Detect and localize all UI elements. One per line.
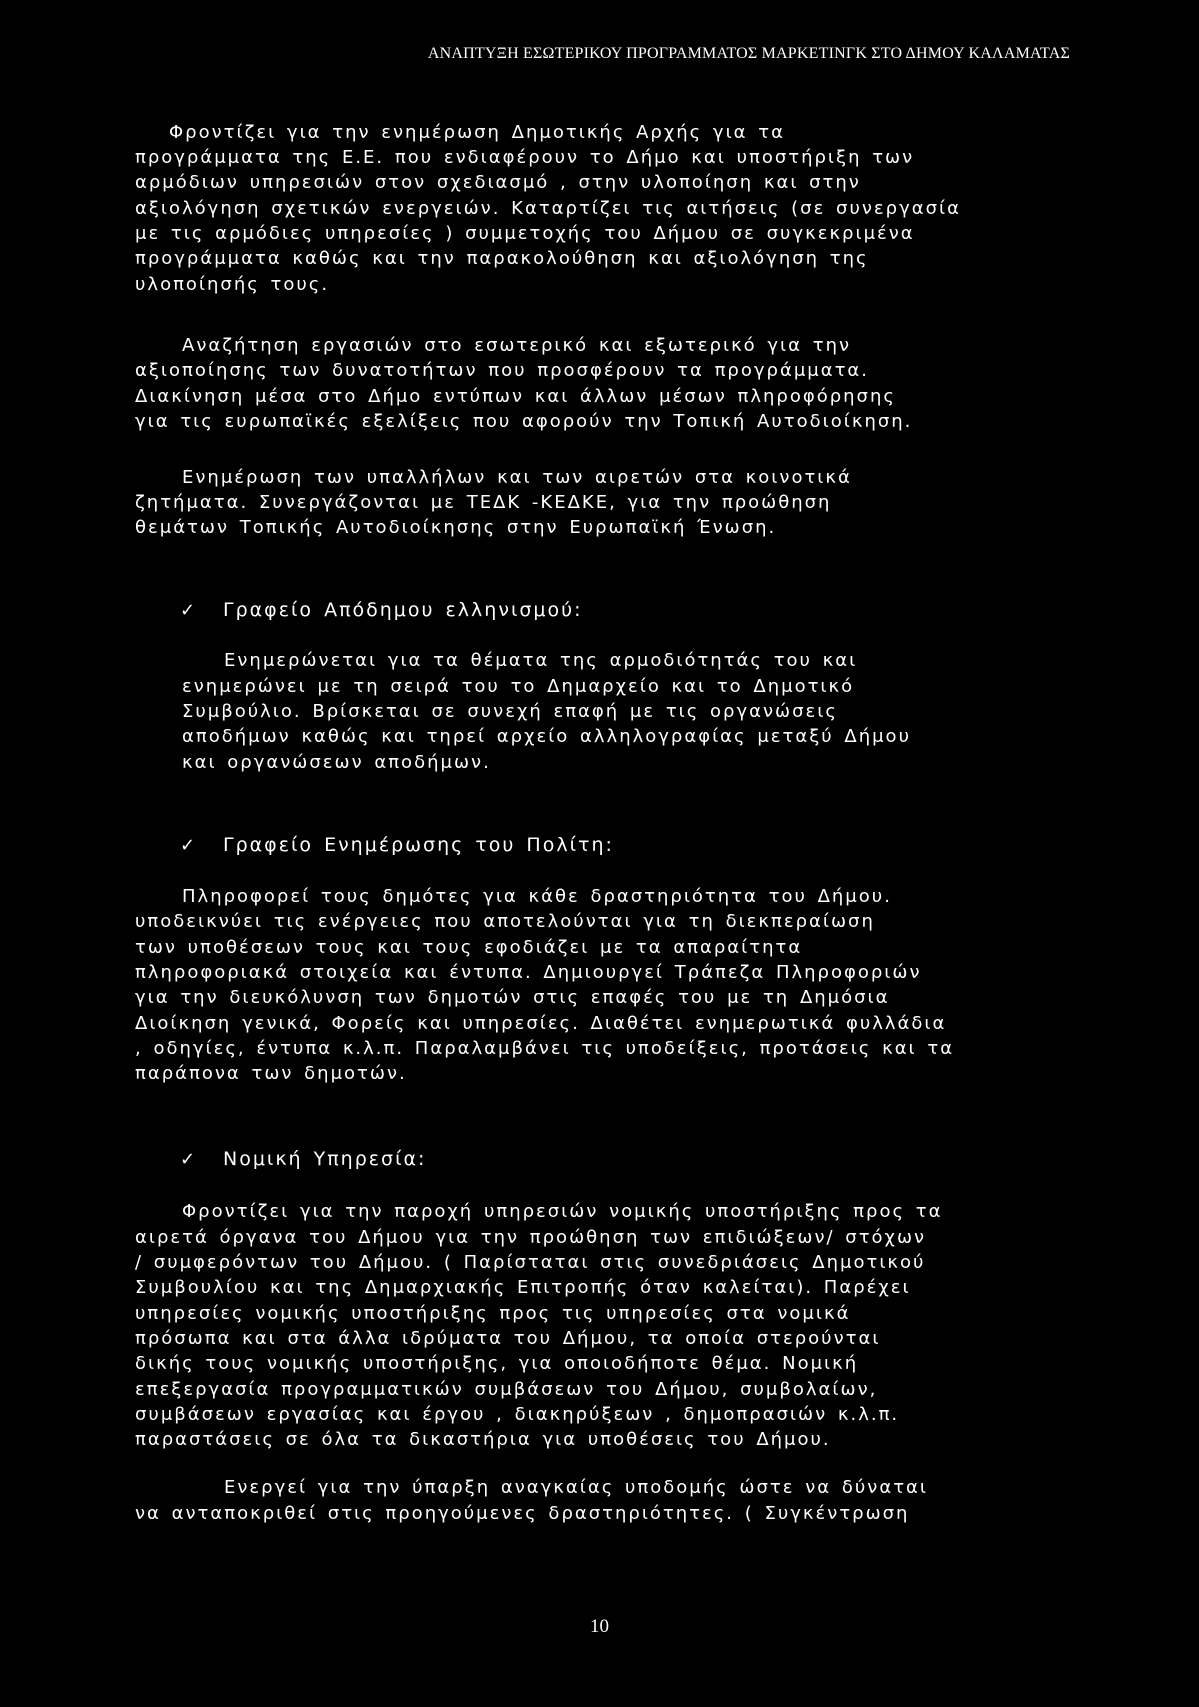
paragraph-line: θεμάτων Τοπικής Αυτοδιοίκησης στην Ευρωπαϊκή Ένωση. (135, 517, 777, 538)
paragraph-line: Φροντίζει για την ενημέρωση Δημοτικής Αρχής για τα (169, 122, 785, 143)
paragraph-line: υλοποίησής τους. (135, 274, 330, 295)
paragraph-line: προγράμματα καθώς και την παρακολούθηση και αξιολόγηση της (135, 248, 869, 269)
section-heading-legal: Νομική Υπηρεσία: (223, 1148, 427, 1170)
paragraph-line: ενημερώνει με τη σειρά του το Δημαρχείο και το Δημοτικό (182, 676, 855, 697)
paragraph-line: Φροντίζει για την παροχή υπηρεσιών νομικής υποστήριξης προς τα (182, 1201, 943, 1222)
paragraph-line: Αναζήτηση εργασιών στο εσωτερικό και εξωτερικό για την (182, 335, 852, 356)
paragraph-line: πληροφοριακά στοιχεία και έντυπα. Δημιουργεί Τράπεζα Πληροφοριών (135, 962, 922, 983)
paragraph-line: Ενεργεί για την ύπαρξη αναγκαίας υποδομής ώστε να δύναται (224, 1477, 928, 1498)
paragraph-line: , οδηγίες, έντυπα κ.λ.π. Παραλαμβάνει τις υποδείξεις, προτάσεις και τα (135, 1038, 955, 1059)
paragraph-line: παράπονα των δημοτών. (135, 1063, 407, 1084)
paragraph-line: συμβάσεων εργασίας και έργου , διακηρύξεων , δημοπρασιών κ.λ.π. (135, 1404, 900, 1425)
paragraph-line: Διοίκηση γενικά, Φορείς και υπηρεσίες. Διαθέτει ενημερωτικά φυλλάδια (135, 1013, 947, 1034)
paragraph-line: Ενημέρωση των υπαλλήλων και των αιρετών στα κοινοτικά (182, 467, 852, 488)
paragraph-line: προγράμματα της Ε.Ε. που ενδιαφέρουν το Δήμο και υποστήριξη των (135, 147, 915, 168)
paragraph-line: Συμβούλιο. Βρίσκεται σε συνεχή επαφή με τις οργανώσεις (182, 701, 838, 722)
paragraph-line: υπηρεσίες νομικής υποστήριξης προς τις υπηρεσίες στα νομικά (135, 1303, 851, 1324)
checkmark-icon: ✓ (180, 1149, 196, 1170)
paragraph-line: των υποθέσεων τους και τους εφοδιάζει με τα απαραίτητα (135, 937, 803, 958)
paragraph-line: αξιολόγηση σχετικών ενεργειών. Καταρτίζει τις αιτήσεις (σε συνεργασία (135, 198, 961, 219)
paragraph-line: με τις αρμόδιες υπηρεσίες ) συμμετοχής του Δήμου σε συγκεκριμένα (135, 223, 915, 244)
paragraph-line: αξιοποίησης των δυνατοτήτων που προσφέρουν τα προγράμματα. (135, 360, 870, 381)
paragraph-line: ζητήματα. Συνεργάζονται με ΤΕΔΚ -ΚΕΔΚΕ, για την προώθηση (135, 492, 832, 513)
running-header: ΑΝΑΠΤΥΞΗ ΕΣΩΤΕΡΙΚΟΥ ΠΡΟΓΡΑΜΜΑΤΟΣ ΜΑΡΚΕΤΙΝΓΚ ΣΤΟ ΔΗΜΟΥ ΚΑΛΑΜΑΤΑΣ (427, 45, 1070, 62)
paragraph-line: Συμβουλίου και της Δημαρχιακής Επιτροπής όταν καλείται). Παρέχει (135, 1277, 911, 1298)
paragraph-line: αποδήμων καθώς και τηρεί αρχείο αλληλογραφίας μεταξύ Δήμου (182, 726, 911, 747)
checkmark-icon: ✓ (180, 600, 196, 621)
paragraph-line: πρόσωπα και στα άλλα ιδρύματα του Δήμου, τα οποία στερούνται (135, 1328, 881, 1349)
paragraph-line: για τις ευρωπαϊκές εξελίξεις που αφορούν την Τοπική Αυτοδιοίκηση. (135, 411, 913, 432)
paragraph-line: υποδεικνύει τις ενέργειες που αποτελούνται για τη διεκπεραίωση (135, 911, 875, 932)
paragraph-line: και οργανώσεων αποδήμων. (182, 752, 491, 773)
paragraph-line: Διακίνηση μέσα στο Δήμο εντύπων και άλλων μέσων πληροφόρησης (135, 386, 896, 407)
paragraph-line: / συμφερόντων του Δήμου. ( Παρίσταται στις συνεδριάσεις Δημοτικού (135, 1252, 926, 1273)
paragraph-line: επεξεργασία προγραμματικών συμβάσεων του Δήμου, συμβολαίων, (135, 1379, 878, 1400)
section-heading-citizen: Γραφείο Ενημέρωσης του Πολίτη: (223, 834, 614, 856)
paragraph-line: Πληροφορεί τους δημότες για κάθε δραστηριότητα του Δήμου. (182, 886, 892, 907)
paragraph-line: αρμόδιων υπηρεσιών στον σχεδιασμό , στην υλοποίηση και στην (135, 172, 861, 193)
checkmark-icon: ✓ (180, 835, 196, 856)
page-number: 10 (590, 1616, 609, 1637)
paragraph-line: Ενημερώνεται για τα θέματα της αρμοδιότητάς του και (224, 650, 858, 671)
paragraph-line: παραστάσεις σε όλα τα δικαστήρια για υποθέσεις του Δήμου. (135, 1429, 831, 1450)
section-heading-expat: Γραφείο Απόδημου ελληνισμού: (223, 599, 583, 621)
paragraph-line: δικής τους νομικής υποστήριξης, για οποιοδήποτε θέμα. Νομική (135, 1353, 859, 1374)
paragraph-line: να ανταποκριθεί στις προηγούμενες δραστηριότητες. ( Συγκέντρωση (135, 1503, 910, 1524)
paragraph-line: αιρετά όργανα του Δήμου για την προώθηση των επιδιώξεων/ στόχων (135, 1227, 927, 1248)
paragraph-line: για την διευκόλυνση των δημοτών στις επαφές του με τη Δημόσια (135, 987, 890, 1008)
